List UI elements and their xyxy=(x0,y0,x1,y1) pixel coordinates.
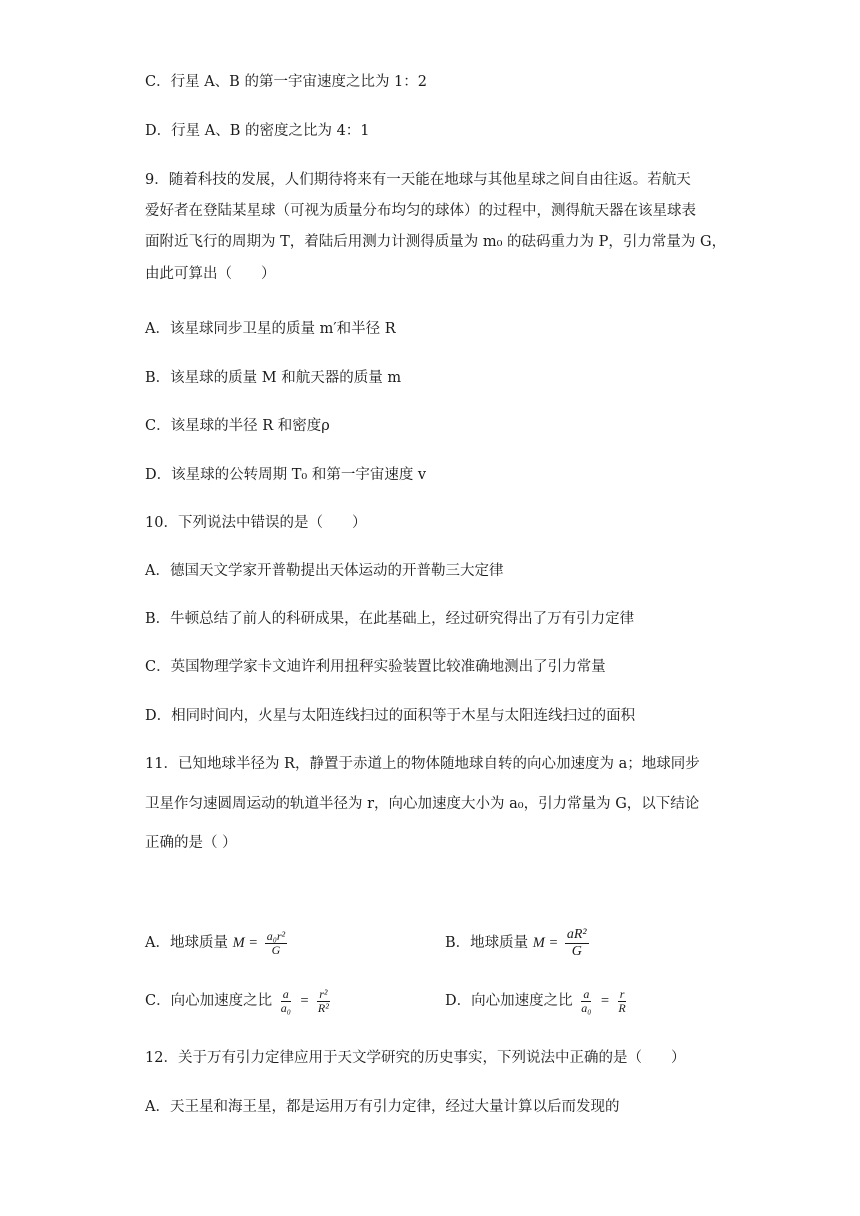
q8-option-d: D．行星 A、B 的密度之比为 4：1 xyxy=(145,123,370,139)
q11-option-c xyxy=(145,984,333,1018)
fraction-denominator: R² xyxy=(317,1000,329,1015)
q8-option-c: C．行星 A、B 的第一宇宙速度之比为 1：2 xyxy=(145,74,427,90)
option-label: D．向心加速度之比 xyxy=(445,993,573,1009)
fraction-numerator: r xyxy=(619,986,625,1001)
q11-option-b xyxy=(445,926,591,960)
fraction-left xyxy=(279,988,293,1015)
fraction-denominator: a₀ xyxy=(581,1000,592,1015)
q11-stem-line-2: 卫星作匀速圆周运动的轨道半径为 r，向心加速度大小为 a₀，引力常量为 G，以下结论 xyxy=(145,796,700,812)
q9-stem-line-3: 面附近飞行的周期为 T，着陆后用测力计测得质量为 m₀ 的砝码重力为 P，引力常量为 G， xyxy=(145,234,727,250)
q9-option-a: A．该星球同步卫星的质量 m′和半径 R xyxy=(145,321,396,337)
option-label: A．地球质量 xyxy=(145,935,228,951)
fraction-denominator: R xyxy=(618,1000,626,1015)
q11-stem-line-3: 正确的是（ ） xyxy=(145,835,237,851)
q11-option-d xyxy=(445,984,630,1018)
fraction-right xyxy=(616,988,627,1015)
option-label: C．向心加速度之比 xyxy=(145,993,273,1009)
q10-option-a: A．德国天文学家开普勒提出天体运动的开普勒三大定律 xyxy=(145,563,504,579)
fraction-numerator: aR² xyxy=(566,926,587,942)
equation-lhs: M = xyxy=(232,935,259,951)
q10-option-d: D．相同时间内，火星与太阳连线扫过的面积等于木星与太阳连线扫过的面积 xyxy=(145,708,636,724)
q11-option-a xyxy=(145,926,289,960)
option-label: B．地球质量 xyxy=(445,935,529,951)
q9-option-b: B．该星球的质量 M 和航天器的质量 m xyxy=(145,370,402,386)
q10-option-c: C．英国物理学家卡文迪许利用扭秤实验装置比较准确地测出了引力常量 xyxy=(145,659,606,675)
fraction xyxy=(265,930,287,957)
q10-stem: 10．下列说法中错误的是（ ） xyxy=(145,515,367,531)
fraction-numerator: r² xyxy=(319,986,328,1001)
q9-stem-line-4: 由此可算出（ ） xyxy=(145,266,276,282)
equals-sign: = xyxy=(600,993,610,1009)
fraction-left xyxy=(579,988,593,1015)
equals-sign: = xyxy=(299,993,310,1009)
fraction-denominator: G xyxy=(271,942,281,957)
q10-option-b: B．牛顿总结了前人的科研成果，在此基础上，经过研究得出了万有引力定律 xyxy=(145,611,635,627)
q9-stem-line-1: 9．随着科技的发展，人们期待将来有一天能在地球与其他星球之间自由往返。若航天 xyxy=(145,172,691,188)
fraction-numerator: a xyxy=(282,986,289,1001)
fraction-denominator: G xyxy=(571,943,582,959)
fraction-right xyxy=(316,988,331,1015)
equation-lhs: M = xyxy=(532,935,559,951)
q9-stem-line-2: 爱好者在登陆某星球（可视为质量分布均匀的球体）的过程中，测得航天器在该星球表 xyxy=(145,203,696,219)
q9-option-d: D．该星球的公转周期 T₀ 和第一宇宙速度 v xyxy=(145,467,427,483)
q12-stem: 12．关于万有引力定律应用于天文学研究的历史事实，下列说法中正确的是（ ） xyxy=(145,1050,686,1066)
q11-stem-line-1: 11．已知地球半径为 R，静置于赤道上的物体随地球自转的向心加速度为 a；地球同步 xyxy=(145,756,700,772)
fraction xyxy=(565,927,589,960)
fraction-numerator: a₀r² xyxy=(266,928,286,943)
fraction-numerator: a xyxy=(583,986,590,1001)
fraction-denominator: a₀ xyxy=(280,1000,291,1015)
q9-option-c: C．该星球的半径 R 和密度ρ xyxy=(145,418,330,434)
q12-option-a: A．天王星和海王星，都是运用万有引力定律，经过大量计算以后而发现的 xyxy=(145,1099,620,1115)
